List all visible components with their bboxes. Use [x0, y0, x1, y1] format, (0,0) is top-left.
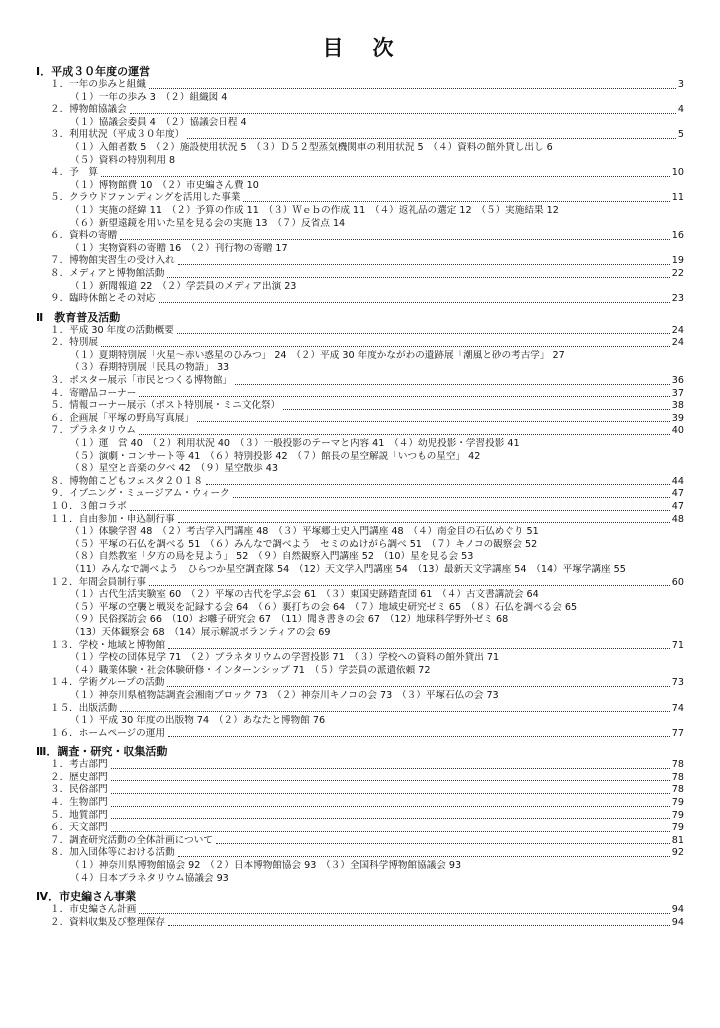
page-number: 79 — [671, 822, 684, 834]
toc-entry[interactable] — [36, 325, 684, 338]
toc-entry-title: ７．調査研究活動の全体計画について — [50, 834, 213, 846]
toc-entry[interactable] — [36, 917, 684, 930]
toc-entry-title: ８．博物館こどもフェスタ２０１８ — [50, 475, 204, 487]
dot-leader — [139, 434, 670, 435]
toc-entry-title: ６．天文部門 — [50, 822, 108, 834]
dot-leader — [111, 780, 670, 781]
toc-entry[interactable] — [36, 167, 684, 180]
toc-entry-title: １０．３館コラボ — [50, 501, 127, 512]
dot-leader — [120, 239, 670, 240]
toc-entry-title: １．平成 30 年度の活動概要 — [50, 324, 174, 336]
dot-leader — [178, 264, 670, 265]
toc-entry[interactable] — [36, 759, 684, 772]
toc-entry-title: １．市史編さん計画 — [50, 904, 137, 916]
dot-leader — [130, 113, 676, 114]
toc-subitems: （５）平塚の空襲と戦災を記録する会 64 （６）裏打ちの会 64 （７）地域史研究ゼミ 65 （８）石仏を調べる会 65 — [70, 601, 578, 613]
page-number: 19 — [671, 255, 684, 267]
toc-subitems: （４）日本プラネタリウム協議会 93 — [70, 872, 229, 884]
page-number: 22 — [671, 267, 684, 279]
toc-entry-title: ８．加入団体等における活動 — [50, 847, 175, 859]
page-number: 11 — [671, 192, 684, 204]
page-number: 47 — [671, 488, 684, 500]
page-number: 4 — [677, 104, 684, 116]
toc-subitems: （１）新聞報道 22 （２）学芸員のメディア出演 23 — [70, 280, 297, 292]
toc-subitems: （５）平塚の石仏を調べる 51 （６）みんなで調べよう セミのぬけがら調べ 51 （７）キノコの観察会 52 — [70, 538, 538, 550]
page-number: 78 — [671, 771, 684, 783]
toc-subitems: （８）星空と音楽の夕べ 42 （９）星空散歩 43 — [70, 463, 278, 475]
toc-entry[interactable] — [36, 784, 684, 797]
dot-leader — [130, 510, 670, 511]
dot-leader — [168, 648, 670, 649]
toc-subitems: （１）協議会委員 4 （２）協議会日程 4 — [70, 116, 247, 128]
page-number: 47 — [671, 501, 684, 512]
toc-entry[interactable] — [36, 728, 684, 741]
toc-entry-title: １１．自由参加・申込制行事 — [50, 513, 175, 525]
dot-leader — [167, 686, 669, 687]
toc-subitems: （１）体験学習 48 （２）考古学入門講座 48 （３）平塚郷土史入門講座 48 （４）南金目の石仏めぐり 51 — [70, 526, 539, 538]
dot-leader — [149, 88, 676, 89]
page-number: 94 — [671, 904, 684, 916]
toc-subitems: （５）演劇・コンサート等 41 （６）特別投影 42 （７）館長の星空解説「いつもの星空」 42 — [70, 450, 481, 462]
dot-leader — [206, 484, 670, 485]
toc-subitems: （１）平成 30 年度の出版物 74 （２）あなたと博物館 76 — [70, 715, 326, 727]
page-title: 目 次 — [322, 36, 398, 60]
page-number: 24 — [671, 337, 684, 349]
toc-subitems: （１）実物資料の寄贈 16 （２）刊行物の寄贈 17 — [70, 242, 288, 254]
toc-subitems: （３）春期特別展「民具の物語」 33 — [70, 362, 230, 374]
section-heading: Ⅳ．市史編さん事業 — [36, 890, 137, 904]
toc-entry[interactable] — [36, 904, 684, 917]
toc-entry[interactable] — [36, 388, 684, 401]
dot-leader — [101, 176, 670, 177]
dot-leader — [111, 793, 670, 794]
toc-entry[interactable] — [36, 822, 684, 835]
page-number: 77 — [671, 727, 684, 739]
page-number: 79 — [671, 809, 684, 821]
toc-subitems: （１）入館者数 5 （２）施設使用状況 5 （３）Ｄ５２型蒸気機関車の利用状況 5 （４）資料の館外貸し出し 6 — [70, 141, 553, 153]
toc-entry-title: ３．ポスター展示「市民とつくる博物館」 — [50, 375, 233, 387]
page-number: 74 — [671, 702, 684, 714]
page-number: 78 — [671, 784, 684, 796]
toc-entry[interactable] — [36, 772, 684, 785]
page-number: 81 — [671, 834, 684, 846]
page-number: 37 — [671, 387, 684, 399]
page-number: 3 — [677, 79, 684, 90]
toc-entry-title: ２．歴史部門 — [50, 771, 108, 783]
dot-leader — [111, 806, 670, 807]
page-number: 23 — [671, 293, 684, 305]
toc-entry[interactable] — [36, 375, 684, 388]
toc-subitems: （１）神奈川県植物誌調査会湘南ブロック 73 （２）神奈川キノコの会 73 （３）平塚石仏の会 73 — [70, 689, 499, 701]
page-number: 60 — [671, 576, 684, 588]
page-number: 71 — [671, 639, 684, 651]
toc-subitems: （11）みんなで調べよう ひらつか星空調査隊 54 （12）天文学入門講座 54 （13）最新天文学講座 54 （14）平塚学講座 55 — [70, 563, 626, 575]
dot-leader — [167, 277, 669, 278]
toc-entry[interactable] — [36, 577, 684, 590]
toc-entry-title: ４．生物部門 — [50, 797, 108, 809]
toc-subitems: （１）学校の団体見学 71 （２）プラネタリウムの学習投影 71 （３）学校への資料の館外貸出 71 — [70, 652, 500, 664]
toc-entry[interactable] — [36, 293, 684, 306]
page-number: 73 — [671, 677, 684, 689]
dot-leader — [111, 818, 670, 819]
dot-leader — [187, 138, 676, 139]
toc-entry-title: ２．特別展 — [50, 337, 98, 349]
dot-leader — [101, 346, 670, 347]
toc-entry[interactable] — [36, 79, 684, 92]
toc-subitems: （１）古代生活実験室 60 （２）平塚の古代を学ぶ会 61 （３）東国史跡踏査団 61 （４）古文書講読会 64 — [70, 589, 539, 601]
toc-entry-title: ３．民俗部門 — [50, 784, 108, 796]
toc-entry-title: ９．イブニング・ミュージアム・ウィーク — [50, 488, 230, 500]
toc-subitems: （１）実施の経緯 11 （２）予算の作成 11 （３）Ｗｅｂの作成 11 （４）返礼品の選定 12 （５）実施結果 12 — [70, 204, 559, 216]
dot-leader — [283, 409, 670, 410]
toc-subitems: （９）民俗探訪会 66 （10）お囃子研究会 67 （11）聞き書きの会 67 （12）地球科学野外ゼミ 68 — [70, 614, 509, 626]
page-number: 79 — [671, 797, 684, 809]
toc-entry[interactable] — [36, 425, 684, 438]
dot-leader — [168, 736, 670, 737]
page-number: 24 — [671, 324, 684, 336]
dot-leader — [243, 201, 669, 202]
toc-entry-title: １．考古部門 — [50, 759, 108, 771]
toc-entry-title: ７．博物館実習生の受け入れ — [50, 255, 175, 267]
toc-entry-title: ２．博物館協議会 — [50, 104, 127, 116]
toc-entry-title: １４．学術グループの活動 — [50, 677, 165, 689]
toc-subitems: （１）一年の歩み 3 （２）組織図 4 — [70, 91, 228, 103]
section-heading: Ⅲ．調査・研究・収集活動 — [36, 745, 168, 759]
toc-entry-title: ７．プラネタリウム — [50, 425, 136, 437]
toc-entry[interactable] — [36, 797, 684, 810]
toc-entry-title: ５．情報コーナー展示（ポスト特別展・ミニ文化祭） — [50, 400, 281, 412]
toc-entry[interactable] — [36, 400, 684, 413]
toc-entry[interactable] — [36, 413, 684, 426]
toc-entry[interactable] — [36, 501, 684, 514]
page-number: 5 — [677, 129, 684, 141]
toc-entry[interactable] — [36, 703, 684, 716]
toc-entry-title: １．一年の歩みと組織 — [50, 79, 146, 90]
dot-leader — [120, 711, 670, 712]
page-number: 78 — [671, 759, 684, 771]
toc-entry[interactable] — [36, 104, 684, 117]
dot-leader — [178, 522, 670, 523]
dot-leader — [197, 421, 670, 422]
toc-subitems: （４）職業体験・社会体験研修・インターンシップ 71 （５）学芸員の派遣依頼 72 — [70, 664, 431, 676]
dot-leader — [139, 396, 669, 397]
toc-subitems: （１）博物館費 10 （２）市史編さん費 10 — [70, 179, 259, 191]
page-number: 94 — [671, 916, 684, 928]
toc-entry-title: ５．クラウドファンディングを活用した事業 — [50, 192, 241, 204]
page-number: 39 — [671, 412, 684, 424]
toc-entry[interactable] — [36, 476, 684, 489]
toc-entry-title: ４．予 算 — [50, 167, 98, 179]
toc-entry-title: １２．年間会員制行事 — [50, 576, 146, 588]
toc-entry[interactable] — [36, 514, 684, 527]
toc-subitems: （１）神奈川県博物館協会 92 （２）日本博物館協会 93 （３）全国科学博物館協議会 93 — [70, 860, 462, 872]
toc-subitems: （５）資料の特別利用 8 — [70, 154, 176, 166]
toc-entry-title: ２．資料収集及び整理保存 — [50, 916, 166, 928]
toc-entry[interactable] — [36, 192, 684, 205]
toc-entry[interactable] — [36, 640, 684, 653]
dot-leader — [111, 768, 670, 769]
section-heading: Ⅰ．平成３０年度の運営 — [36, 65, 151, 78]
toc-entry-title: ９．臨時休館とその対応 — [50, 293, 156, 305]
toc-entry[interactable] — [36, 835, 684, 848]
toc-entry-title: ４．寄贈品コーナー — [50, 387, 137, 399]
page-number: 44 — [671, 475, 684, 487]
dot-leader — [235, 384, 670, 385]
dot-leader — [159, 302, 670, 303]
dot-leader — [178, 856, 670, 857]
toc-entry[interactable] — [36, 337, 684, 350]
toc-subitems: （１）夏期特別展「火星～赤い惑星のひみつ」 24 （２）平成 30 年度かながわの遺跡展「潮風と砂の考古学」 27 — [70, 349, 565, 361]
toc-entry-title: ５．地質部門 — [50, 809, 108, 821]
toc-entry-title: １６．ホームページの運用 — [50, 727, 165, 739]
toc-entry[interactable] — [36, 677, 684, 690]
page-number: 10 — [671, 167, 684, 179]
toc-entry[interactable] — [36, 810, 684, 823]
toc-entry-title: １３．学校・地域と博物館 — [50, 639, 166, 651]
section-heading: Ⅱ 教育普及活動 — [36, 310, 121, 324]
toc-entry[interactable] — [36, 255, 684, 268]
toc-entry[interactable] — [36, 847, 684, 860]
toc-subitems: （１）運 営 40 （２）利用状況 40 （３）一般投影のテーマと内容 41 （４）幼児投影・学習投影 41 — [70, 438, 520, 450]
toc-entry[interactable] — [36, 129, 684, 142]
toc-entry-title: １５．出版活動 — [50, 702, 118, 714]
toc-entry-title: ６．企画展「平塚の野鳥写真展」 — [50, 412, 194, 424]
toc-entry[interactable] — [36, 230, 684, 243]
dot-leader — [216, 843, 670, 844]
page-number: 48 — [671, 513, 684, 525]
toc-subitems: （13）天体観察会 68 （14）展示解説ボランティアの会 69 — [70, 626, 331, 638]
page-number: 38 — [671, 400, 684, 412]
toc-entry-title: ３．利用状況（平成３０年度） — [50, 129, 185, 141]
dot-leader — [168, 925, 670, 926]
toc-subitems: （６）新望遠鏡を用いた星を見る会の実施 13 （７）反省点 14 — [70, 217, 346, 229]
toc-entry[interactable] — [36, 268, 684, 281]
toc-entry[interactable] — [36, 488, 684, 501]
dot-leader — [111, 831, 670, 832]
page-number: 16 — [671, 230, 684, 242]
toc-entry-title: ６．資料の寄贈 — [50, 230, 118, 242]
dot-leader — [149, 585, 670, 586]
dot-leader — [233, 497, 670, 498]
toc-list — [36, 64, 684, 929]
dot-leader — [139, 913, 669, 914]
page-number: 92 — [671, 847, 684, 859]
dot-leader — [177, 333, 670, 334]
page-number: 36 — [671, 375, 684, 387]
toc-entry-title: ８．メディアと博物館活動 — [50, 267, 165, 279]
toc-subitems: （８）自然教室「夕方の鳥を見よう」 52 （９）自然観察入門講座 52 （10）星を見る会 53 — [70, 551, 474, 563]
page-number: 40 — [671, 425, 684, 437]
